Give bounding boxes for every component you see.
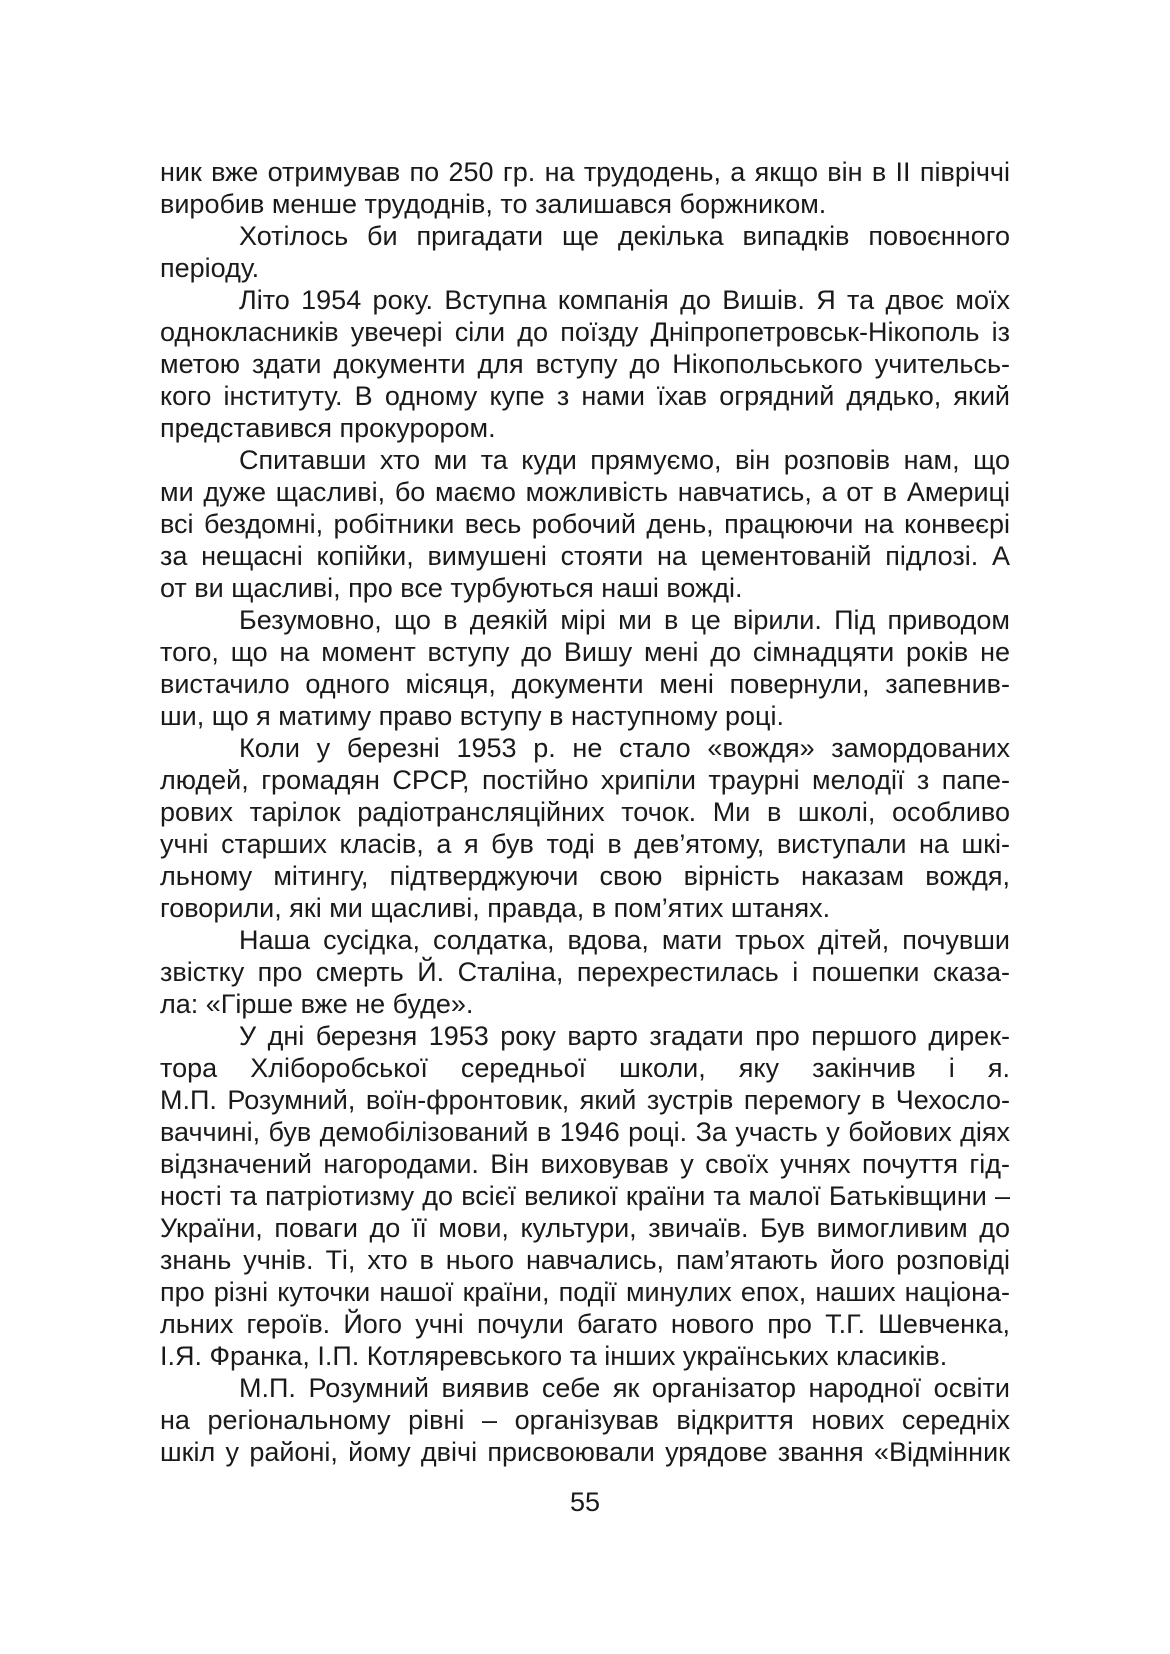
text-line: льних героїв. Його учні почули багато нового про Т.Г. Шевченка, bbox=[160, 1309, 1010, 1339]
text-line: вистачило одного місяця, документи мені повернули, запевнив- bbox=[160, 669, 1010, 699]
text-line: людей, громадян СРСР, постійно хрипіли траурні мелодії з папе- bbox=[160, 765, 1010, 795]
text-line: Безумовно, що в деякій мірі ми в це вірили. Під приводом bbox=[239, 605, 1010, 635]
text-line: рових тарілок радіотрансляційних точок. Ми в школі, особливо bbox=[160, 797, 1010, 827]
page-number: 55 bbox=[569, 1487, 601, 1517]
text-line: М.П. Розумний виявив себе як організатор народної освіти bbox=[239, 1373, 1010, 1403]
text-line: ми дуже щасливі, бо маємо можливість навчатись, а от в Америці bbox=[160, 477, 1010, 507]
text-line: ваччині, був демобілізований в 1946 році. За участь у бойових діях bbox=[160, 1117, 1010, 1147]
text-line: про різні куточки нашої країни, події минулих епох, наших націона- bbox=[160, 1277, 1010, 1307]
text-line: І.Я. Франка, І.П. Котляревського та інших українських класиків. bbox=[160, 1341, 948, 1371]
text-line: ла: «Гірше вже не буде». bbox=[160, 989, 474, 1019]
text-line: ник вже отримував по 250 гр. на трудодень, а якщо він в ІІ півріччі bbox=[160, 157, 1010, 187]
text-line: говорили, які ми щасливі, правда, в пом’ятих штанях. bbox=[160, 893, 831, 923]
text-line: М.П. Розумний, воїн-фронтовик, який зустрів перемогу в Чехосло- bbox=[160, 1085, 1010, 1115]
text-line: на регіональному рівні – організував відкриття нових середніх bbox=[160, 1405, 1010, 1435]
text-line: кого інституту. В одному купе з нами їхав огрядний дядько, який bbox=[160, 381, 1010, 411]
text-line: Хотілось би пригадати ще декілька випадків повоєнного bbox=[239, 221, 1010, 251]
text-line: знань учнів. Ті, хто в нього навчались, пам’ятають його розповіді bbox=[160, 1245, 1010, 1275]
text-line: учні старших класів, а я був тоді в дев’ятому, виступали на шкі- bbox=[160, 829, 1010, 859]
text-line: льному мітингу, підтверджуючи свою вірність наказам вождя, bbox=[160, 861, 1010, 891]
text-line: У дні березня 1953 року варто згадати про першого дирек- bbox=[239, 1021, 1010, 1051]
text-line: України, поваги до її мови, культури, звичаїв. Був вимогливим до bbox=[160, 1213, 1010, 1243]
text-line: періоду. bbox=[160, 253, 260, 283]
text-line: Спитавши хто ми та куди прямуємо, він розповів нам, що bbox=[239, 445, 1010, 475]
text-line: Наша сусідка, солдатка, вдова, мати трьох дітей, почувши bbox=[239, 925, 1010, 955]
text-line: всі бездомні, робітники весь робочий день, працюючи на конвеєрі bbox=[160, 509, 1010, 539]
text-line: ши, що я матиму право вступу в наступному році. bbox=[160, 701, 784, 731]
text-line: того, що на момент вступу до Вишу мені до сімнадцяти років не bbox=[160, 637, 1010, 667]
text-line: однокласників увечері сіли до поїзду Дніпропетровськ-Нікополь із bbox=[160, 317, 1010, 347]
text-line: представився прокурором. bbox=[160, 413, 496, 443]
text-line: виробив менше трудоднів, то залишався боржником. bbox=[160, 189, 827, 219]
text-line: ності та патріотизму до всієї великої країни та малої Батьківщини – bbox=[160, 1181, 1010, 1211]
body-text bbox=[160, 156, 1010, 1468]
text-line: шкіл у районі, йому двічі присвоювали урядове звання «Відмінник bbox=[160, 1437, 1010, 1467]
text-line: відзначений нагородами. Він виховував у своїх учнях почуття гід- bbox=[160, 1149, 1010, 1179]
text-line: звістку про смерть Й. Сталіна, перехрестилась і пошепки сказа- bbox=[160, 957, 1010, 987]
text-line: за нещасні копійки, вимушені стояти на цементованій підлозі. А bbox=[160, 541, 1010, 571]
text-line: Літо 1954 року. Вступна компанія до Вишів. Я та двоє моїх bbox=[239, 285, 1010, 315]
text-line: от ви щасливі, про все турбуються наші вожді. bbox=[160, 573, 743, 603]
text-line: тора Хліборобської середньої школи, яку закінчив і я. bbox=[160, 1053, 1010, 1083]
text-line: метою здати документи для вступу до Нікопольського учительсь- bbox=[160, 349, 1010, 379]
text-line: Коли у березні 1953 р. не стало «вождя» замордованих bbox=[239, 733, 1010, 763]
